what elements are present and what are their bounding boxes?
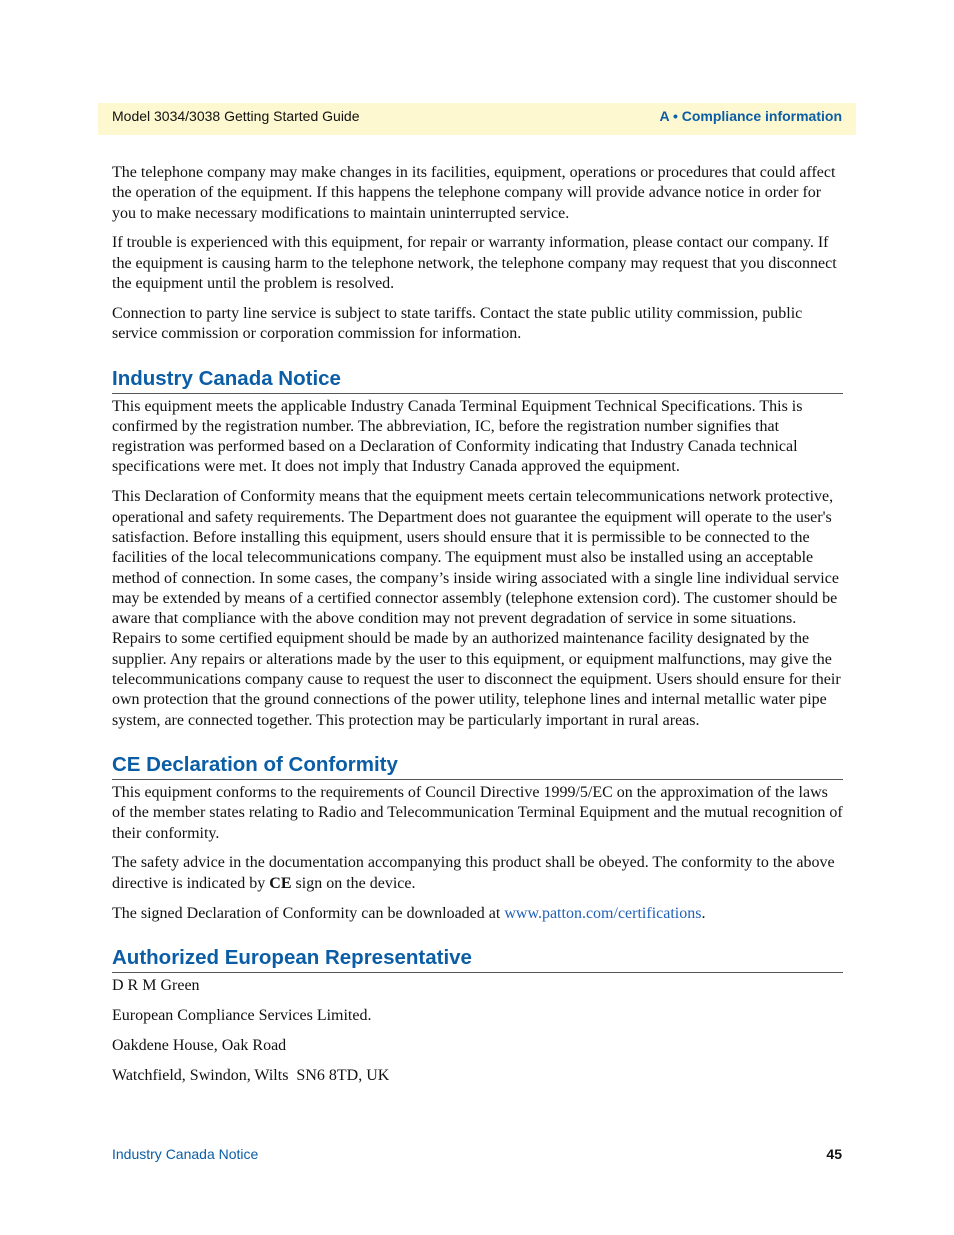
ce-declaration-heading: CE Declaration of Conformity — [112, 752, 843, 780]
authorized-representative-heading: Authorized European Representative — [112, 945, 843, 973]
representative-company: European Compliance Services Limited. — [112, 1006, 372, 1024]
industry-canada-heading: Industry Canada Notice — [112, 366, 843, 394]
running-header-title: Model 3034/3038 Getting Started Guide — [112, 108, 360, 124]
certifications-link[interactable]: www.patton.com/certifications — [504, 904, 702, 922]
ce-mark: CE — [269, 874, 292, 892]
industry-canada-paragraph-1: This equipment meets the applicable Industry Canada Terminal Equipment Technical Specifications. This is confirmed by the registration number. The abbreviation, IC, before the registration number signifies that registration was performed based on a Declaration of Conformity indicating that Industry Canada technical specifications were met. It does not imply that Industry Canada approved the equipment. — [112, 397, 803, 476]
intro-paragraph-2: If trouble is experienced with this equipment, for repair or warranty information, please contact our company. If the equipment is causing harm to the telephone network, the telephone company may request that you disconnect the equipment until the problem is resolved. — [112, 234, 837, 293]
running-header-section: A • Compliance information — [659, 108, 842, 124]
page-content — [112, 163, 843, 1095]
intro-paragraph-1: The telephone company may make changes in its facilities, equipment, operations or procedures that could affect the operation of the equipment. If this happens the telephone company will provide advance notice in order for you to make necessary modifications to maintain uninterrupted service. — [112, 164, 836, 222]
ce-p3-text-after: . — [701, 904, 706, 922]
ce-p3-text-before: The signed Declaration of Conformity can be downloaded at — [112, 904, 505, 922]
intro-paragraph-3: Connection to party line service is subject to state tariffs. Contact the state public utility commission, public service commission or corporation commission for information. — [112, 304, 803, 343]
ce-paragraph-2 — [112, 853, 843, 894]
representative-address-line-2: Watchfield, Swindon, Wilts SN6 8TD, UK — [112, 1066, 390, 1084]
ce-paragraph-3 — [112, 904, 843, 924]
page-number: 45 — [826, 1146, 842, 1162]
ce-paragraph-1: This equipment conforms to the requirements of Council Directive 1999/5/EC on the approximation of the laws of the member states relating to Radio and Telecommunication Terminal Equipment and the mutual recognition of their conformity. — [112, 783, 843, 842]
representative-address-line-1: Oakdene House, Oak Road — [112, 1036, 287, 1054]
ce-p2-text-after: sign on the device. — [291, 874, 416, 892]
industry-canada-paragraph-2: This Declaration of Conformity means that the equipment meets certain telecommunications network protective, operational and safety requirements. The Department does not guarantee the equipment will operate to the user's satisfaction. Before installing this equipment, users should ensure that it is permissible to be connected to the facilities of the local telecommunications company. The equipment must also be installed using an acceptable method of connection. In some cases, the company’s inside wiring associated with a single line individual service may be extended by means of a certified connector assembly (telephone extension cord). The customer should be aware that compliance with the above condition may not prevent degradation of service in some situations. Repairs to some certified equipment should be made by an authorized maintenance facility designated by the supplier. Any repairs or alterations made by the user to this equipment, or equipment malfunctions, may give the telecommunications company cause to request the user to disconnect the equipment. Users should ensure for their own protection that the ground connections of the power utility, telephone lines and internal metallic water pipe system, are connected together. This protection may be particularly important in rural areas. — [112, 488, 841, 729]
ce-p2-text-before: The safety advice in the documentation accompanying this product shall be obeyed. The conformity to the above directive is indicated by — [112, 854, 835, 892]
representative-name: D R M Green — [112, 976, 200, 994]
running-footer-section: Industry Canada Notice — [112, 1146, 259, 1162]
